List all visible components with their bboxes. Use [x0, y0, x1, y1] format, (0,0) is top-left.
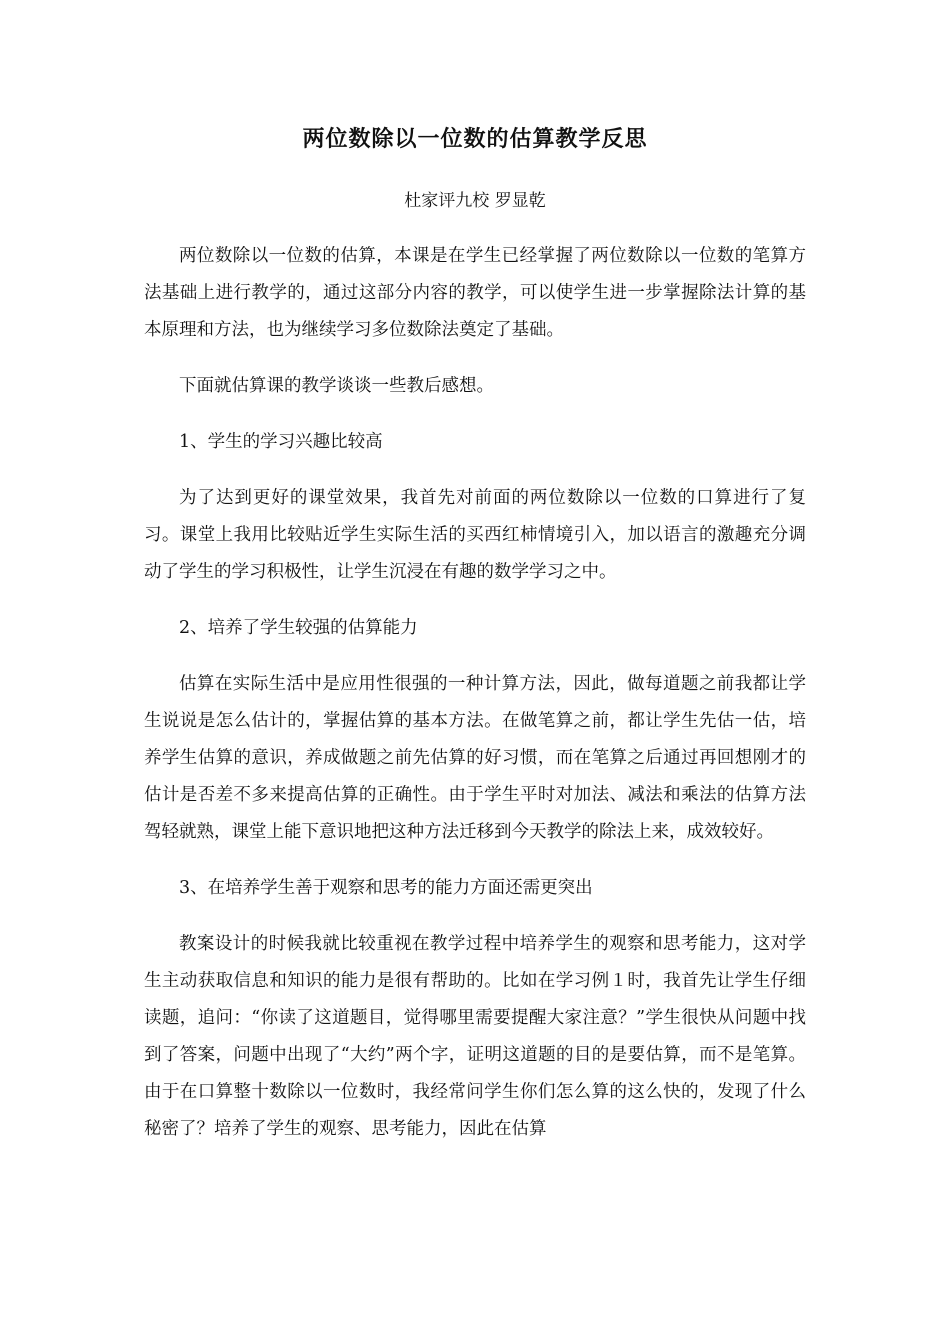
lead-in-paragraph: 下面就估算课的教学谈谈一些教后感想。	[179, 376, 494, 396]
section-heading-1: 1、学生的学习兴趣比较高	[179, 432, 383, 452]
section-heading-2: 2、培养了学生较强的估算能力	[179, 618, 418, 638]
intro-paragraph: 两位数除以一位数的估算，本课是在学生已经掌握了两位数除以一位数的笔算方法基础上进行教学的，通过这部分内容的教学，可以使学生进一步掌握除法计算的基本原理和方法，也为继续学习多位数除法奠定了基础。	[144, 246, 806, 340]
document-title: 两位数除以一位数的估算教学反思	[302, 127, 648, 152]
document-body	[144, 238, 806, 1167]
section-3-paragraph: 教案设计的时候我就比较重视在教学过程中培养学生的观察和思考能力，这对学生主动获取信息和知识的能力是很有帮助的。比如在学习例１时，我首先让学生仔细读题，追问：“你读了这道题目，觉得哪里需要提醒大家注意？”学生很快从问题中找到了答案，问题中出现了“大约”两个字，证明这道题的目的是要估算，而不是笔算。由于在口算整十数除以一位数时，我经常问学生你们怎么算的这么快的，发现了什么秘密了？培养了学生的观察、思考能力，因此在估算	[144, 934, 806, 1139]
section-1-paragraph: 为了达到更好的课堂效果，我首先对前面的两位数除以一位数的口算进行了复习。课堂上我用比较贴近学生实际生活的买西红柿情境引入，加以语言的激趣充分调动了学生的学习积极性，让学生沉浸在有趣的数学学习之中。	[144, 488, 806, 582]
section-heading-3: 3、在培养学生善于观察和思考的能力方面还需更突出	[179, 878, 593, 898]
document-author: 杜家评九校 罗显乾	[404, 191, 546, 211]
section-2-paragraph: 估算在实际生活中是应用性很强的一种计算方法，因此，做每道题之前我都让学生说说是怎么估计的，掌握估算的基本方法。在做笔算之前，都让学生先估一估，培养学生估算的意识，养成做题之前先估算的好习惯，而在笔算之后通过再回想刚才的估计是否差不多来提高估算的正确性。由于学生平时对加法、减法和乘法的估算方法驾轻就熟，课堂上能下意识地把这种方法迁移到今天教学的除法上来，成效较好。	[144, 674, 806, 842]
